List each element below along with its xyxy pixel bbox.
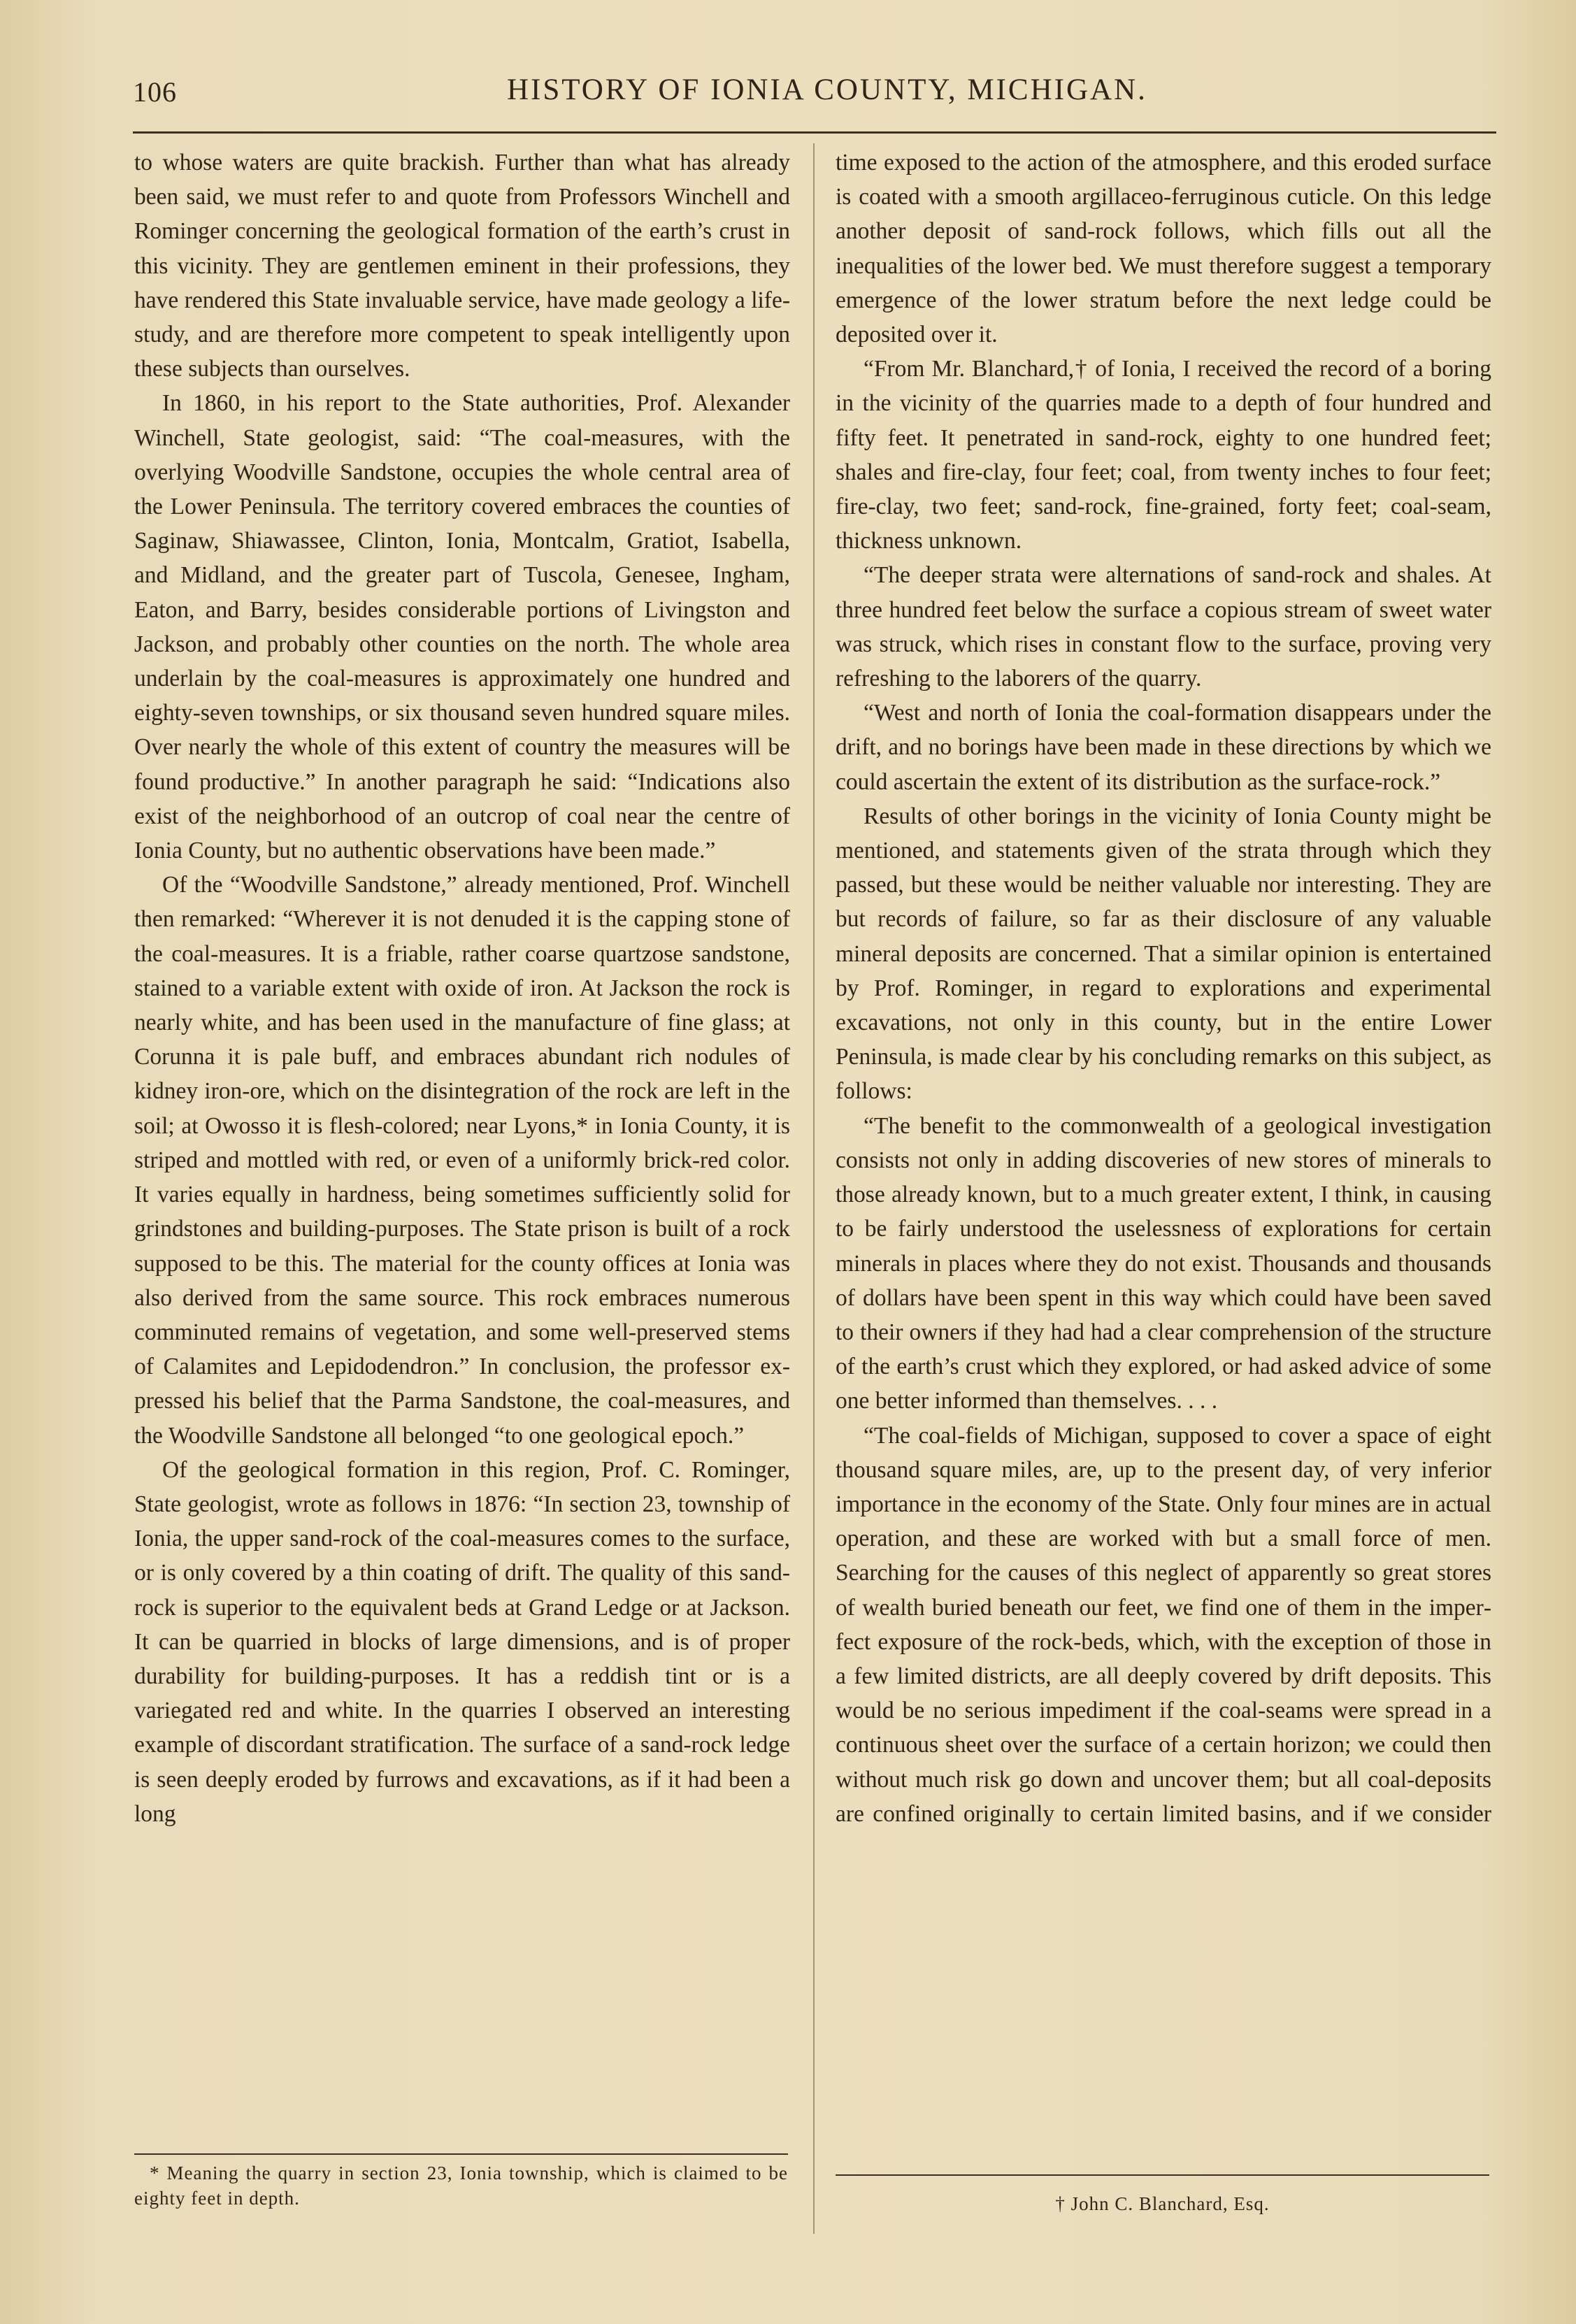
running-title: HISTORY OF IONIA COUNTY, MICHIGAN. [507, 73, 1147, 106]
paragraph: to whose waters are quite brackish. Further than what has already been said, we must refer to and quote from Professors Winchell and Rominger concerning the geological formation of the earth’s crust in this vicinity. They are gentlemen eminent in their professions, they have rendered this State invaluable service, have made geology a life-study, and are therefore more competent to speak intelligently upon these subjects than ourselves. [134, 150, 790, 382]
paragraph: Of the geological formation in this region, Prof. C. Rominger, State geologist, wrote as follows in 1876: “In section 23, township of Ionia, the upper sand-rock of the coal-measures comes to the surface, or is only covered by a thin coating of drift. The quality of this sand-rock is superior to the equivalent beds at Grand Ledge or at Jackson. It can be quarried in blocks of large dimensions, and is of proper durability for building-purposes. It has a reddish tint or is a variegated red and white. In the quarries I observed an interesting example of discordant stratification. The surface of a sand-rock ledge is seen deeply eroded by furrows and excavations, as if it had been a long [134, 1456, 790, 1827]
paragraph: Results of other borings in the vicinity of Ionia County might be mentioned, and statements given of the strata through which they passed, but these would be neither valuable nor interesting. They are but records of failure, so far as their disclosure of any valuable mineral deposits are concerned. That a similar opinion is entertained by Prof. Rominger, in regard to explorations and experimental excavations, not only in this county, but in the entire Lower Peninsula, is made clear by his concluding remarks on this subject, as follows: [836, 803, 1491, 1105]
paragraph: In 1860, in his report to the State authorities, Prof. Alexander Winchell, State geologist, said: “The coal-measures, with the overlying Woodville Sandstone, occupies the whole central area of the Lower Peninsula. The territory covered embraces the counties of Saginaw, Shiawassee, Clinton, Ionia, Montcalm, Gratiot, Isabella, and Midland, and the greater part of Tuscola, Genesee, Ingham, Eaton, and Barry, besides considerable portions of Livingston and Jackson, and probably other counties on the north. The whole area underlain by the coal-measures is approximately one hundred and eighty-seven townships, or six thousand seven hundred square miles. Over nearly the whole of this extent of country the measures will be found productive.” In another paragraph he said: “Indications also exist of the neighborhood of an outcrop of coal near the centre of Ionia County, but no authentic observations have been made.” [134, 390, 790, 864]
left-column [134, 145, 790, 1831]
footnote-right: † John C. Blanchard, Esq. [1055, 2193, 1270, 2214]
column-divider [813, 143, 815, 2234]
header-rule [133, 131, 1496, 134]
paragraph: “The deeper strata were alternations of sand-rock and shales. At three hundred feet below the surface a copious stream of sweet water was struck, which rises in constant flow to the surface, proving very refreshing to the laborers of the quarry. [836, 562, 1491, 692]
right-column [836, 145, 1491, 1831]
paragraph: time exposed to the action of the atmosphere, and this eroded surface is coated with a smooth argillaceo-ferruginous cuticle. On this ledge another deposit of sand-rock follows, which fills out all the inequalities of the lower bed. We must therefore suggest a temporary emergence of the lower stratum before the next ledge could be deposited over it. [836, 150, 1491, 348]
footnote-rule-right [836, 2174, 1489, 2176]
page-header [126, 69, 1496, 110]
footnote-rule-left [134, 2153, 788, 2155]
paragraph: “The benefit to the commonwealth of a geological investigation consists not only in adding discoveries of new stores of minerals to those already known, but to a much greater extent, I think, in causing to be fairly understood the uselessness of explorations for certain minerals in places where they do not exist. Thousands and thousands of dollars have been spent in this way which could have been saved to their owners if they had had a clear comprehension of the structure of the earth’s crust which they explored, or had asked advice of some one better informed than themselves. . . . [836, 1112, 1491, 1414]
paragraph: Of the “Woodville Sandstone,” already mentioned, Prof. Winchell then remarked: “Wherever it is not denuded it is the capping stone of the coal-measures. It is a friable, rather coarse quartzose sandstone, stained to a variable extent with oxide of iron. At Jackson the rock is nearly white, and has been used in the manufacture of fine glass; at Corunna it is pale buff, and embraces abundant rich nodules of kidney iron-ore, which on the disintegration of the rock are left in the soil; at Owosso it is flesh-colored; near Lyons,* in Ionia County, it is striped and mottled with red, or even of a uniformly brick-red color. It varies equally in hardness, being sometimes sufficiently solid for grindstones and building-purposes. The State prison is built of a rock supposed to be this. The material for the county offices at Ionia was also derived from the same source. This rock embraces numerous comminuted remains of vegetation, and some well-preserved stems of Calamites and Lepidodendron.” In conclusion, the professor expressed his belief that the Parma Sandstone, the coal-measures, and the Woodville Sandstone all belonged “to one geological epoch.” [134, 872, 790, 1449]
paragraph: “From Mr. Blanchard,† of Ionia, I received the record of a boring in the vicinity of the quarries made to a depth of four hundred and fifty feet. It penetrated in sand-rock, eighty to one hundred feet; shales and fire-clay, four feet; coal, from twenty inches to four feet; fire-clay, two feet; sand-rock, fine-grained, forty feet; coal-seam, thickness unknown. [836, 356, 1491, 554]
footnote-left: * Meaning the quarry in section 23, Ionia township, which is claimed to be eighty feet in depth. [134, 2162, 788, 2209]
page-number: 106 [133, 76, 177, 108]
paragraph: “West and north of Ionia the coal-formation disappears under the drift, and no borings have been made in these directions by which we could ascertain the extent of its distribution as the surface-rock.” [836, 700, 1491, 795]
paragraph: “The coal-fields of Michigan, supposed to cover a space of eight thousand square miles, are, up to the present day, of very inferior importance in the economy of the State. Only four mines are in actual operation, and these are worked with but a small force of men. Searching for the causes of this neglect of apparently so great stores of wealth buried beneath our feet, we find one of them in the imperfect exposure of the rock-beds, which, with the exception of those in a few limited districts, are all deeply covered by drift deposits. This would be no serious impediment if the coal-seams were spread in a continuous sheet over the surface of a certain horizon; we could then without much risk go down and uncover them; but all coal-deposits are confined originally to certain limited basins, and if we consider [836, 1422, 1491, 1827]
